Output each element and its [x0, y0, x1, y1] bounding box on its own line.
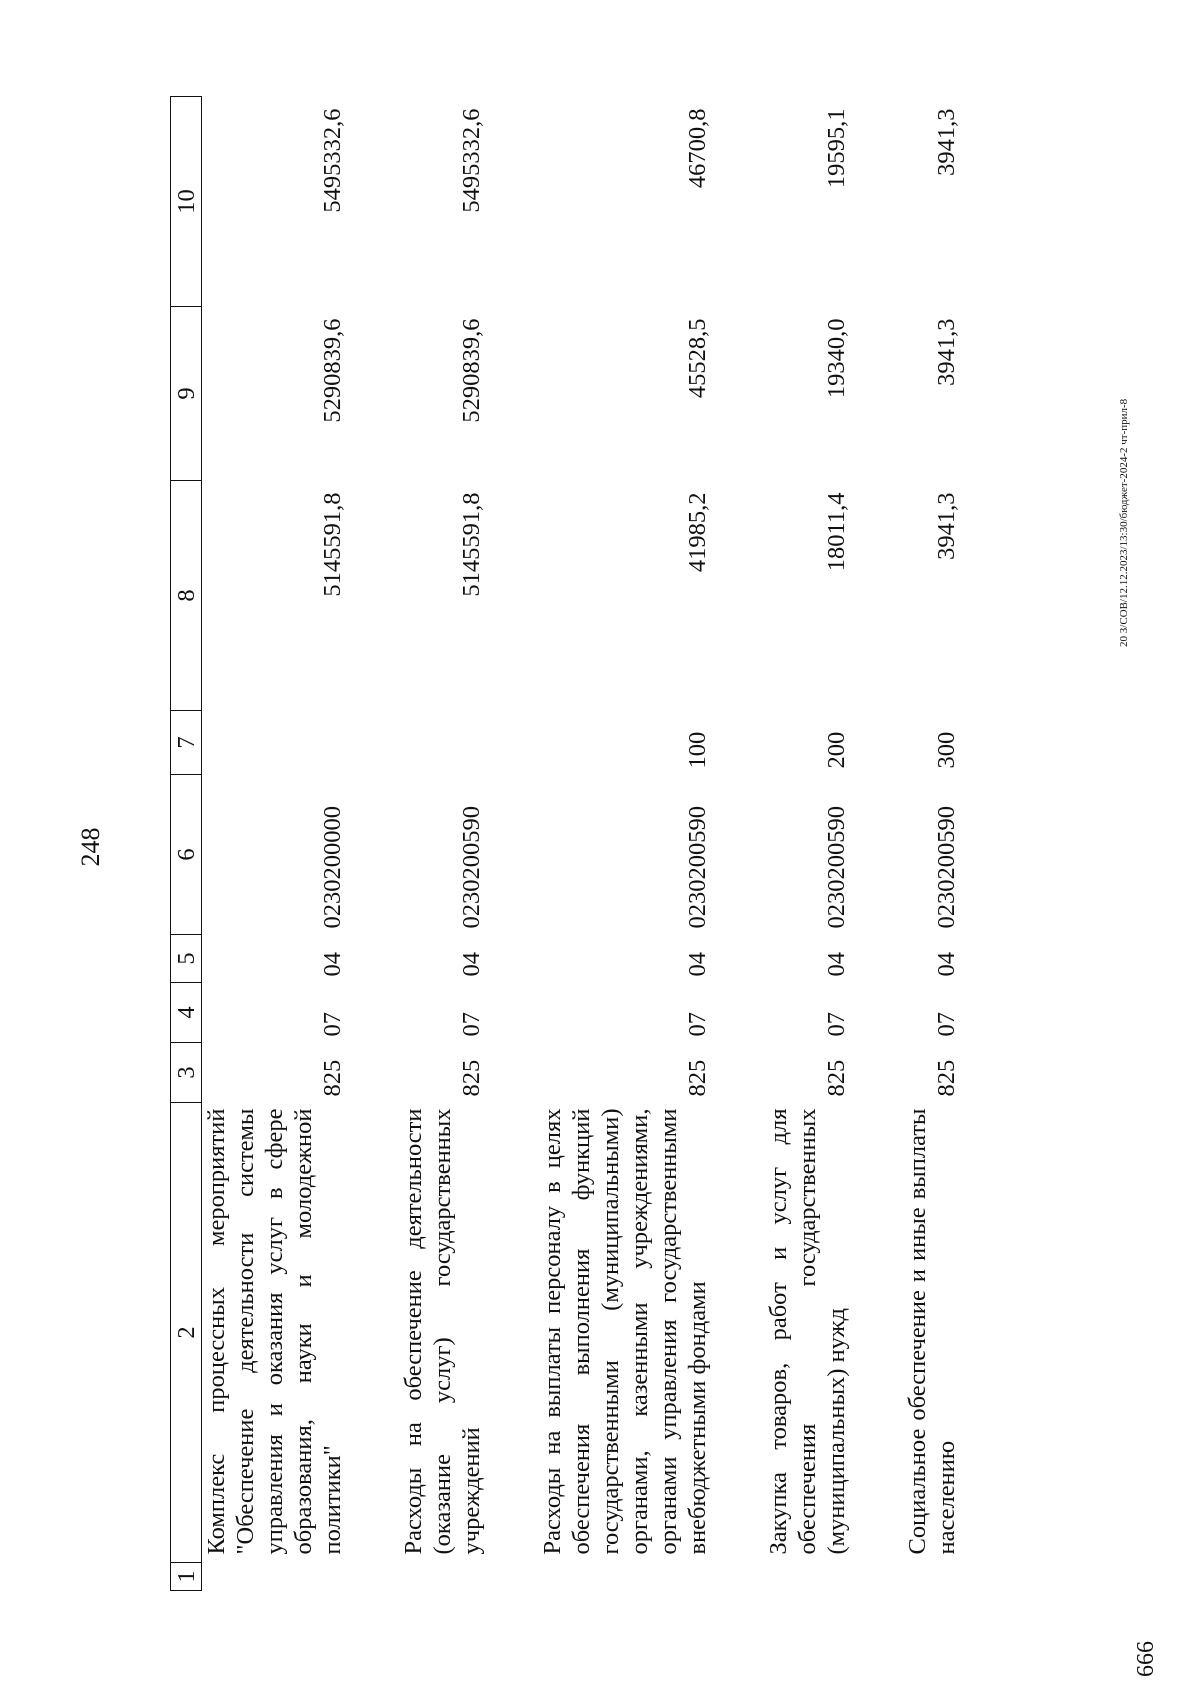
row-admin-code: 825: [684, 1059, 711, 1097]
row-amount-col10: 5495332,6: [458, 108, 485, 213]
header-col-1: 1: [171, 1563, 202, 1591]
table-row: [202, 97, 348, 1591]
row-admin-code: 825: [319, 1059, 346, 1097]
row-target-article: 0230200590: [684, 806, 711, 929]
row-amount-col8: 5145591,8: [458, 492, 485, 597]
row-description: Комплекс процессных мероприятий "Обеспечение деятельности системы управления и оказания услуг в сфере образования, науки и молодежной политики": [203, 1108, 346, 1555]
row-amount-col8: 41985,2: [684, 492, 711, 573]
header-col-8: 8: [171, 481, 202, 711]
row-subsection-code: 04: [684, 952, 711, 977]
row-amount-col9: 5290839,6: [458, 318, 485, 423]
row-admin-code: 825: [458, 1059, 485, 1097]
row-subsection-code: 04: [458, 952, 485, 977]
table-row: [399, 97, 486, 1591]
row-spacer: [851, 97, 903, 1591]
row-blank-cell: [202, 1563, 348, 1591]
side-page-number: 666: [1133, 1641, 1159, 1677]
row-description: Закупка товаров, работ и услуг для обеспечения государственных (муниципальных) нужд: [765, 1108, 850, 1555]
row-section-code: 07: [933, 1012, 960, 1037]
row-amount-col8: 18011,4: [823, 492, 850, 572]
row-section-code: 07: [823, 1012, 850, 1037]
row-description: Расходы на обеспечение деятельности (оказание услуг) государственных учреждений: [400, 1108, 485, 1555]
header-col-3: 3: [171, 1043, 202, 1103]
row-target-article: 0230200590: [458, 806, 485, 929]
row-expense-type: 100: [684, 731, 711, 769]
row-spacer: [486, 97, 538, 1591]
row-blank-cell: [538, 1563, 712, 1591]
row-section-code: 07: [319, 1012, 346, 1037]
row-blank-cell: [764, 1563, 851, 1591]
header-col-2: 2: [171, 1103, 202, 1563]
header-col-6: 6: [171, 775, 202, 935]
row-description: Расходы на выплаты персоналу в целях обеспечения выполнения функций государственными (муниципальными) органами, казенными учреждениями, органами управления государственными внебюджетными фондами: [539, 1108, 711, 1555]
row-expense-type: [202, 711, 348, 775]
row-blank-cell: [399, 1563, 486, 1591]
row-section-code: 07: [684, 1012, 711, 1037]
budget-table: [170, 96, 961, 1591]
header-col-9: 9: [171, 307, 202, 481]
row-subsection-code: 04: [319, 952, 346, 977]
page-number: 248: [76, 827, 105, 867]
header-col-4: 4: [171, 983, 202, 1043]
row-amount-col8: 3941,3: [933, 492, 960, 560]
row-target-article: 0230200590: [933, 806, 960, 929]
row-amount-col10: 46700,8: [684, 108, 711, 189]
row-target-article: 0230200000: [319, 806, 346, 929]
row-admin-code: 825: [823, 1059, 850, 1097]
row-amount-col9: 3941,3: [933, 318, 960, 386]
row-admin-code: 825: [933, 1059, 960, 1097]
row-expense-type: 200: [823, 731, 850, 769]
document-footer-code: 20 З/СОВ/12.12.2023/13:30/бюджет-2024-2 чт-прил-8: [1118, 398, 1130, 647]
table-row: [538, 97, 712, 1591]
header-col-5: 5: [171, 935, 202, 983]
row-subsection-code: 04: [933, 952, 960, 977]
row-amount-col10: 5495332,6: [319, 108, 346, 213]
row-amount-col8: 5145591,8: [319, 492, 346, 597]
row-amount-col9: 5290839,6: [319, 318, 346, 423]
row-expense-type: 300: [933, 731, 960, 769]
header-col-10: 10: [171, 97, 202, 307]
row-spacer: [712, 97, 764, 1591]
row-section-code: 07: [458, 1012, 485, 1037]
table-row: [764, 97, 851, 1591]
row-subsection-code: 04: [823, 952, 850, 977]
row-expense-type: [399, 711, 486, 775]
row-amount-col10: 19595,1: [823, 108, 850, 189]
row-amount-col9: 45528,5: [684, 318, 711, 399]
table-row: [903, 97, 961, 1591]
row-spacer: [347, 97, 399, 1591]
table-header: [171, 97, 202, 1591]
row-description: Социальное обеспечение и иные выплаты населению: [904, 1108, 960, 1555]
row-amount-col9: 19340,0: [823, 318, 850, 399]
row-blank-cell: [903, 1563, 961, 1591]
row-amount-col10: 3941,3: [933, 108, 960, 176]
header-col-7: 7: [171, 711, 202, 775]
row-target-article: 0230200590: [823, 806, 850, 929]
